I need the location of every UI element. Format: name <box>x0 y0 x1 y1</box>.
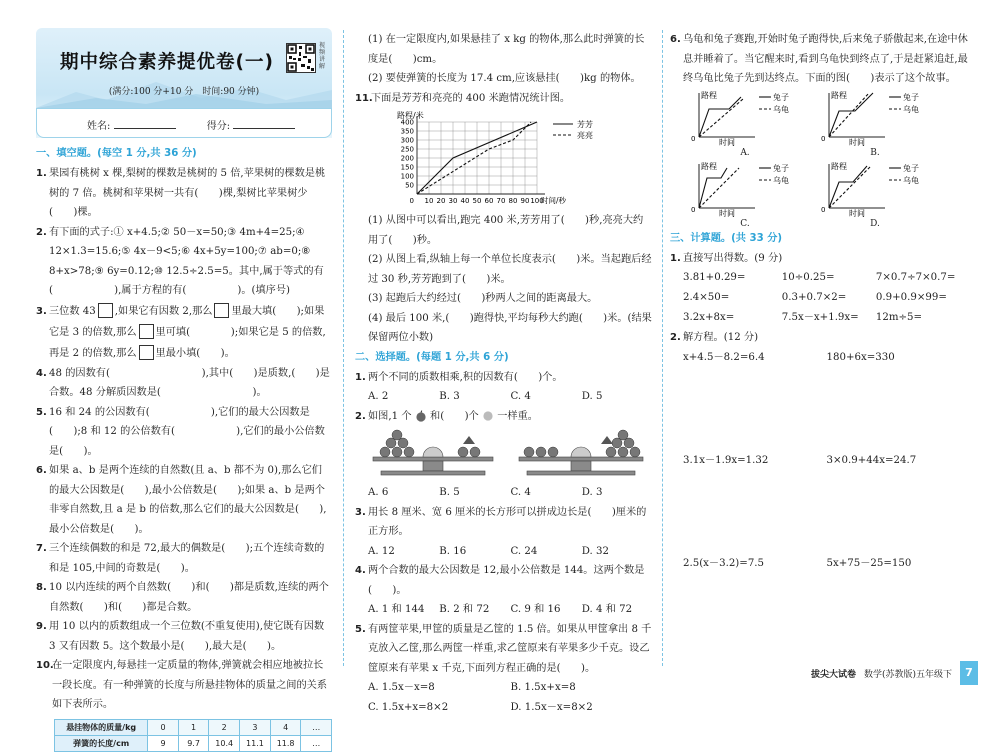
question-1-6: 6. 如果 a、b 是两个连续的自然数(且 a、b 都不为 0),那么它们的最大公因数是( ),最小公倍数是( );如果 a、b 是两个非零自然数,且 a 是 b 的倍数,那么它们的最大公因数是( ),最小公倍数是( )。 <box>36 465 327 535</box>
equation-item: 2.5(x－3.2)=7.5 <box>683 557 765 569</box>
origin-label: 0 <box>691 134 696 143</box>
origin-label: 0 <box>409 197 414 205</box>
equation-item: 5x+75－25=150 <box>826 557 912 569</box>
rabbit-line <box>699 97 741 137</box>
option-c[interactable]: C. 4 <box>510 487 531 498</box>
race-chart-svg <box>383 110 633 208</box>
digit-box[interactable] <box>139 324 154 339</box>
spring-table <box>54 719 332 752</box>
option-d[interactable]: D. 3 <box>581 487 603 498</box>
x-tick-label: 80 <box>508 197 518 205</box>
y-tick-label: 150 <box>400 163 414 172</box>
y-axis-label: 路程 <box>831 90 847 100</box>
x-axis-label: 时间/秒 <box>541 196 567 205</box>
distance-time-graph <box>685 160 805 216</box>
option-a[interactable]: A. 6 <box>368 487 389 498</box>
y-axis-label: 路程 <box>701 90 717 100</box>
equation-item: 3.1x－1.9x=1.32 <box>683 454 769 466</box>
direct-answer-list <box>670 268 970 328</box>
balance-scales <box>371 430 653 481</box>
y-tick-label: 400 <box>400 118 414 127</box>
question-11-part-1: (1) 从图中可以看出,跑完 400 米,芳芳用了( )秒,亮亮大约用了( )秒。 <box>368 215 644 246</box>
legend-turtle: 乌龟 <box>773 175 789 185</box>
legend-rabbit: 兔子 <box>773 92 789 102</box>
rabbit-line <box>829 166 867 208</box>
origin-label: 0 <box>691 205 696 214</box>
graph-label: A. <box>740 147 750 158</box>
question-1-2: 2. 有下面的式子:① x+4.5;② 50－x=50;③ 4m+4=25;④ 12×1.3=15.6;⑤ 4x－9<5;⑥ 4x+5y=100;⑦ ab=0;⑧ 8+x>78;⑨ 6y=0.12;⑩ 12.5÷2.5=5。其中,属于等式的有( ),属于方程的有( )。(填序号) <box>36 226 324 296</box>
choice-question-5: 5. 有两筐苹果,甲筐的质量是乙筐的 1.5 倍。如果从甲筐拿出 8 千克放入乙筐,那么两筐一样重,求乙筐原来有苹果多少千克。设乙筐原来有苹果 x 千克,下面列方程正确的是( )。 <box>355 623 652 674</box>
question-11-part-2: (2) 从图上看,纵轴上每一个单位长度表示( )米。当起跑后经过 30 秒,芳芳跑到了( )米。 <box>368 254 652 285</box>
question-1-8: 8. 10 以内连续的两个自然数( )和( )都是质数,连续的两个自然数( )和( )都是合数。 <box>36 582 329 613</box>
option-c[interactable]: C. 1.5x+x=8×2 <box>368 701 449 713</box>
option-a[interactable]: A. 1.5x－x=8 <box>368 682 435 693</box>
question-1-11: 11. 下面是芳芳和亮亮的 400 米跑情况统计图。 <box>355 92 571 104</box>
legend-rabbit: 兔子 <box>903 92 919 102</box>
score-time-line: (满分:100 分+10 分 时间:90 分钟) <box>108 87 260 97</box>
question-10-part-1: (1) 在一定限度内,如果悬挂了 x kg 的物体,那么此时弹簧的长度是( )cm。 <box>368 34 645 65</box>
question-1-4: 4. 48 的因数有( ),其中( )是质数,( )是合数。48 分解质因数是( )。 <box>36 367 330 398</box>
qr-caption: 视频讲解 <box>319 42 326 70</box>
section-title-calculation: 三、计算题。(共 33 分) <box>670 232 783 244</box>
x-axis-label: 时间 <box>849 137 865 147</box>
option-a[interactable]: A. 2 <box>368 391 389 402</box>
x-axis-label: 时间 <box>849 208 865 218</box>
table-row: 弹簧的长度/cm 9 9.7 10.4 11.1 11.8 … <box>55 735 332 751</box>
y-tick-label: 100 <box>400 172 414 181</box>
origin-label: 0 <box>821 205 826 214</box>
graph-option[interactable] <box>680 89 810 158</box>
origin-label: 0 <box>821 134 826 143</box>
option-a[interactable]: A. 12 <box>368 545 395 557</box>
graph-label: C. <box>740 218 750 229</box>
calc-question-1: 1. 直接写出得数。(9 分) <box>670 252 783 264</box>
column-divider <box>662 30 663 666</box>
question-1-9: 9. 用 10 以内的质数组成一个三位数(不重复使用),使它既有因数 3 又有因数 5。这个数最小是( ),最大是( )。 <box>36 621 325 652</box>
grade-label: 得分: <box>206 121 231 132</box>
race-chart <box>383 110 653 211</box>
column-right <box>670 30 970 574</box>
x-tick-label: 60 <box>484 197 494 205</box>
x-tick-label: 30 <box>448 197 458 205</box>
footer-subject: 数学(苏教版)五年级下 <box>863 669 952 680</box>
distance-time-graph <box>815 160 935 216</box>
choice-options <box>355 483 653 503</box>
choice-question-6: 6. 乌龟和兔子赛跑,开始时兔子跑得快,后来兔子骄傲起来,在途中休息并睡着了。当它醒来时,看到乌龟快到终点了,于是赶紧追赶,最终乌龟比兔子先到达终点。下面的图( )表示了这个故事。 <box>670 34 968 84</box>
option-d[interactable]: D. 4 和 72 <box>581 604 633 615</box>
digit-box[interactable] <box>139 345 154 360</box>
direct-item: 2.4×50= <box>683 292 730 303</box>
digit-box[interactable] <box>214 303 229 318</box>
option-d[interactable]: D. 1.5x－x=8×2 <box>510 701 593 713</box>
question-1-1: 1. 果园有桃树 x 棵,梨树的棵数是桃树的 5 倍,苹果树的棵数是桃树的 7 倍。桃树和苹果树一共有( )棵,梨树比苹果树少( )棵。 <box>36 168 326 218</box>
x-axis-label: 时间 <box>719 137 735 147</box>
option-d[interactable]: D. 5 <box>581 391 603 402</box>
column-divider <box>343 30 344 666</box>
balance-scale-illustration <box>371 430 651 478</box>
legend-rabbit: 兔子 <box>903 163 919 173</box>
legend-turtle: 乌龟 <box>903 175 919 185</box>
x-tick-label: 20 <box>436 197 446 205</box>
x-tick-label: 100 <box>530 197 544 205</box>
footer-brand: 拔尖大试卷 <box>810 669 856 680</box>
legend-entry: 芳芳 <box>577 120 593 129</box>
apple-icon <box>415 410 427 422</box>
distance-time-graph <box>685 89 805 145</box>
question-11-part-3: (3) 起跑后大约经过( )秒两人之间的距离最大。 <box>368 293 598 304</box>
page-number: 7 <box>960 661 978 685</box>
choice-options <box>355 387 653 407</box>
legend-entry: 亮亮 <box>577 131 593 140</box>
choice-question-4: 4. 两个合数的最大公因数是 12,最小公倍数是 144。这两个数是( )。 <box>355 565 645 596</box>
graph-option[interactable] <box>810 160 940 229</box>
graph-label: D. <box>870 218 880 229</box>
turtle-line <box>829 166 871 208</box>
choice-question-1: 1. 两个不同的质数相乘,积的因数有( )个。 <box>355 371 563 383</box>
orange-icon <box>482 410 494 422</box>
direct-item: 7.5x－x+1.9x= <box>781 312 859 323</box>
y-tick-label: 250 <box>400 145 414 154</box>
exam-header <box>36 28 332 138</box>
grade-blank[interactable] <box>233 119 295 129</box>
legend-rabbit: 兔子 <box>773 163 789 173</box>
option-b[interactable]: B. 2 和 72 <box>439 604 490 615</box>
name-blank[interactable] <box>114 119 176 129</box>
y-tick-label: 300 <box>400 136 414 145</box>
choice-options <box>355 600 653 620</box>
direct-item: 0.3+0.7×2= <box>781 292 847 303</box>
distance-time-graph <box>815 89 935 145</box>
section-title-fill-in: 一、填空题。(每空 1 分,共 36 分) <box>36 148 197 159</box>
rabbit-line <box>699 168 727 208</box>
name-label: 姓名: <box>87 121 111 132</box>
x-tick-label: 90 <box>520 197 530 205</box>
equation-item: 180+6x=330 <box>826 351 895 363</box>
graph-option[interactable] <box>810 89 940 158</box>
y-axis-label: 路程 <box>831 161 847 171</box>
option-b[interactable]: B. 5 <box>439 487 460 498</box>
equation-item: 3×0.9+44x=24.7 <box>826 454 917 466</box>
option-c[interactable]: C. 24 <box>510 545 538 557</box>
option-b[interactable]: B. 3 <box>439 391 460 402</box>
race-story-graphs <box>680 89 940 229</box>
digit-box[interactable] <box>98 303 113 318</box>
direct-item: 3.2x+8x= <box>683 312 735 323</box>
x-tick-label: 10 <box>424 197 434 205</box>
choice-question-2: 2. 如图,1 个 和( )个 一样重。 <box>355 410 538 422</box>
x-tick-label: 40 <box>460 197 470 205</box>
x-tick-label: 70 <box>496 197 506 205</box>
y-axis-label: 路程 <box>701 161 717 171</box>
section-title-choice: 二、选择题。(每题 1 分,共 6 分) <box>355 351 509 363</box>
name-score-box <box>36 108 332 138</box>
question-1-3: 3. 三位数 43 ,如果它有因数 2,那么 里最大填( );如果它是 3 的倍数,那么 里可填( );如果它是 5 的倍数,再是 2 的倍数,那么 里最小填( )。 <box>36 301 332 364</box>
question-1-5: 5. 16 和 24 的公因数有( ),它们的最大公因数是( );8 和 12 的公倍数有( ),它们的最小公倍数是( )。 <box>36 406 325 457</box>
option-a[interactable]: A. 1 和 144 <box>368 604 425 615</box>
page-title: 期中综合素养提优卷(一) <box>60 52 274 73</box>
table-row: 悬挂物体的质量/kg 0 1 2 3 4 … <box>55 719 332 735</box>
equation-item: x+4.5－8.2=6.4 <box>683 351 765 363</box>
qr-code-icon[interactable] <box>286 43 316 73</box>
page-footer <box>811 664 978 682</box>
y-tick-label: 50 <box>405 181 414 190</box>
x-tick-label: 50 <box>472 197 482 205</box>
direct-item: 10÷0.25= <box>781 272 835 283</box>
choice-question-3: 3. 用长 8 厘米、宽 6 厘米的长方形可以拼成边长是( )厘米的正方形。 <box>355 506 647 537</box>
option-b[interactable]: B. 1.5x+x=8 <box>510 682 576 693</box>
direct-item: 3.81+0.29= <box>683 272 746 283</box>
column-middle <box>355 30 653 717</box>
graph-option[interactable] <box>680 160 810 229</box>
option-b[interactable]: B. 16 <box>439 545 467 557</box>
y-axis-label: 路程/米 <box>397 111 424 120</box>
choice-options <box>355 678 653 717</box>
choice-options <box>355 542 653 562</box>
calc-question-2: 2. 解方程。(12 分) <box>670 332 759 343</box>
question-1-10: 10. 在一定限度内,每悬挂一定质量的物体,弹簧就会相应地被拉长一段长度。有一种弹簧的长度与所悬挂物体的质量之间的关系如下表所示。 <box>36 660 328 710</box>
y-tick-label: 350 <box>400 127 414 136</box>
option-c[interactable]: C. 4 <box>510 391 531 402</box>
legend-turtle: 乌龟 <box>903 104 919 114</box>
x-axis-label: 时间 <box>719 208 735 218</box>
option-d[interactable]: D. 32 <box>581 545 609 557</box>
question-10-part-2: (2) 要使弹簧的长度为 17.4 cm,应该悬挂( )kg 的物体。 <box>368 73 641 84</box>
y-tick-label: 200 <box>400 154 414 163</box>
turtle-line <box>699 168 739 208</box>
question-11-part-4: (4) 最后 100 米,( )跑得快,平均每秒大约跑( )米。(结果保留两位小数) <box>368 312 652 343</box>
legend-turtle: 乌龟 <box>773 104 789 114</box>
direct-item: 0.9+0.9×99= <box>875 292 947 303</box>
graph-label: B. <box>870 147 880 158</box>
direct-item: 12m÷5= <box>875 312 923 323</box>
option-c[interactable]: C. 9 和 16 <box>510 604 561 615</box>
question-1-7: 7. 三个连续偶数的和是 72,最大的偶数是( );五个连续奇数的和是 105,中间的奇数是( )。 <box>36 543 325 574</box>
column-left <box>36 28 332 752</box>
equation-list <box>670 348 970 574</box>
direct-item: 7×0.7÷7×0.7= <box>875 272 956 283</box>
